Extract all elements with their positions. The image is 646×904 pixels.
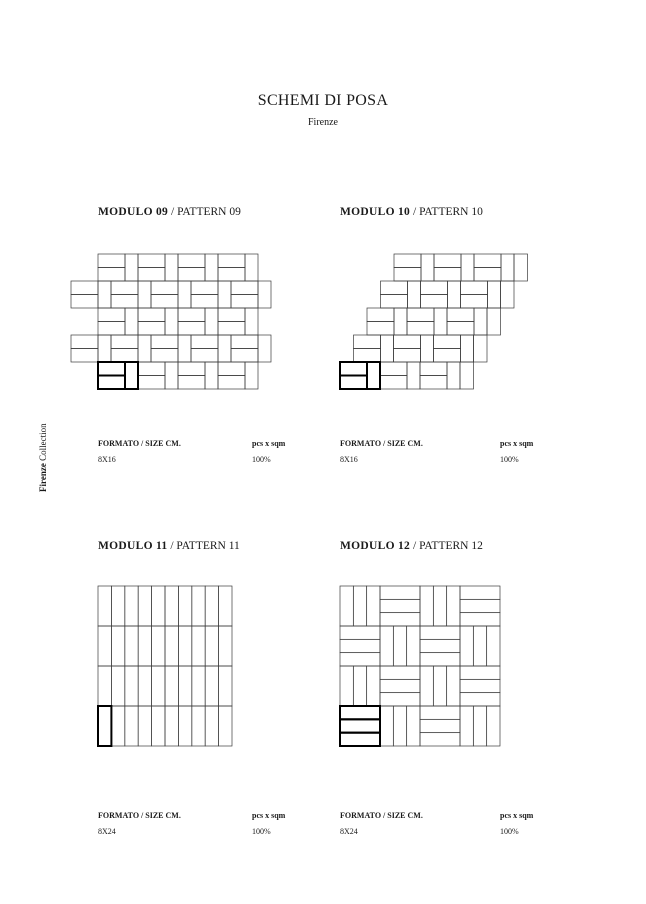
tile [71,335,98,349]
highlighted-tile [98,362,125,376]
tile [111,335,138,349]
tile [111,626,124,666]
tile [421,254,434,281]
tile [460,679,500,692]
tile [460,599,500,612]
format-label: FORMATO / SIZE CM. [340,811,423,820]
side-label-rest: Collection [38,423,48,464]
highlighted-tile [340,706,380,719]
size-value: 8X16 [98,455,116,464]
tile [152,586,165,626]
tile [138,322,165,336]
tile [138,376,165,390]
tile [205,308,218,335]
tile [138,362,165,376]
tile [367,666,380,706]
tile [205,626,218,666]
tile [98,666,111,706]
tile [420,586,433,626]
tile [258,335,271,362]
tile [71,349,98,363]
highlighted-tile [340,733,380,746]
tile [218,254,245,268]
tile [231,295,258,309]
tile [218,322,245,336]
module-title [340,206,483,218]
tile [111,586,124,626]
size-value: 8X24 [98,827,116,836]
tile [219,666,232,706]
tile [178,335,191,362]
tile [151,349,178,363]
tile [420,626,460,639]
tile [434,308,447,335]
tile [125,308,138,335]
tile [394,268,421,282]
tile [353,666,366,706]
tile [205,362,218,389]
tile [447,666,460,706]
tile [394,254,421,268]
module-name: MODULO 12 [340,540,411,552]
tile [460,666,500,679]
tile [474,308,487,335]
tile [407,308,434,322]
tile [380,666,420,679]
tile [501,281,515,308]
module-title [98,206,241,218]
module-10 [340,206,590,526]
tile [340,362,367,376]
tile [152,706,165,746]
tile [125,254,138,281]
tile [98,322,125,336]
tile [178,308,205,322]
tile [218,268,245,282]
module-title [98,540,240,552]
side-label-bold: Firenze [38,463,48,492]
tile [434,349,461,363]
tile [111,281,138,295]
tile [447,586,460,626]
tile [165,362,178,389]
tile [125,362,138,389]
tile [434,254,461,268]
tile [340,376,367,390]
tile [125,586,138,626]
pattern-12-diagram [340,586,505,751]
tile [125,706,138,746]
tile [393,706,406,746]
tile [138,706,151,746]
tile [367,362,380,389]
format-label: FORMATO / SIZE CM. [340,439,423,448]
tile [245,362,258,389]
tile [205,706,218,746]
highlighted-tile [340,376,367,390]
tile [205,586,218,626]
module-name: MODULO 10 [340,206,411,218]
tile [460,362,474,389]
page-subtitle: Firenze [308,117,338,128]
tile [111,349,138,363]
tile [191,295,218,309]
tile [380,706,393,746]
tile [353,586,366,626]
tile [367,322,394,336]
tile [340,733,380,746]
tile [219,706,232,746]
tile [407,362,420,389]
tile [111,666,124,706]
tile [380,376,407,390]
tile [340,653,380,666]
tile [461,254,474,281]
tile [111,295,138,309]
tile [192,626,205,666]
tile [420,653,460,666]
highlighted-tile [340,719,380,732]
highlighted-tile [125,362,138,389]
tile [460,693,500,706]
tile [151,295,178,309]
tile [98,586,111,626]
module-name: MODULO 09 [98,206,169,218]
pcs-label: pcs x sqm [252,439,286,448]
tile [165,308,178,335]
pcs-value: 100% [252,827,271,836]
tile [380,679,420,692]
tile [433,666,446,706]
tile [340,586,353,626]
tile [447,308,474,322]
tile [178,626,191,666]
tile [218,335,231,362]
tile [152,666,165,706]
format-label: FORMATO / SIZE CM. [98,811,181,820]
tile [191,281,218,295]
module-sep: / [168,206,178,218]
tile [165,666,178,706]
tile [98,706,111,746]
module-sep: / [410,206,420,218]
tile [178,322,205,336]
tile [421,335,434,362]
tile [205,666,218,706]
tile [98,335,111,362]
tile [487,626,500,666]
tile [231,281,258,295]
page-title: SCHEMI DI POSA [257,92,389,109]
tile [434,335,461,349]
tile [178,376,205,390]
tile [98,308,125,322]
highlighted-tile [98,376,125,390]
tile [138,335,151,362]
tile [394,349,421,363]
tile [165,626,178,666]
tile [111,706,124,746]
pattern-11-diagram [98,586,238,751]
pcs-value: 100% [500,455,519,464]
module-name: MODULO 11 [98,540,168,552]
module-pattern: PATTERN 12 [419,540,483,552]
tile [178,254,205,268]
pcs-value: 100% [252,455,271,464]
tile [138,626,151,666]
tile [394,308,407,335]
tile [98,268,125,282]
tile [474,268,501,282]
tile [231,335,258,349]
tile [447,322,474,336]
tile [381,295,408,309]
tile [125,626,138,666]
tile [165,254,178,281]
tile [434,268,461,282]
highlighted-tile [340,362,367,376]
tile [192,706,205,746]
tile [138,586,151,626]
tile [393,626,406,666]
tile [178,281,191,308]
tile [421,295,448,309]
pcs-label: pcs x sqm [500,811,534,820]
tile [381,281,408,295]
tile [474,254,501,268]
tile [219,586,232,626]
tile [340,706,380,719]
tile [461,295,488,309]
side-collection-label [38,423,48,492]
highlighted-tile [98,706,111,746]
tile [420,706,460,719]
tile [448,281,461,308]
tile [192,586,205,626]
module-11 [98,540,348,860]
tile [245,254,258,281]
tile [151,281,178,295]
tile [98,254,125,268]
tile [460,706,473,746]
tile [152,626,165,666]
tile [218,281,231,308]
tile [165,706,178,746]
size-value: 8X24 [340,827,358,836]
tile [138,308,165,322]
tile [205,254,218,281]
tile [354,349,381,363]
module-09 [98,206,348,526]
tile [231,349,258,363]
tile [219,626,232,666]
tile [191,335,218,349]
tile [420,666,433,706]
tile [178,706,191,746]
tile [178,362,205,376]
module-sep: / [410,540,420,552]
tile [138,281,151,308]
tile [98,626,111,666]
tile [380,613,420,626]
tile [218,376,245,390]
tile [98,376,125,390]
module-sep: / [167,540,177,552]
highlighted-tile [367,362,380,389]
tile [218,308,245,322]
tile [380,586,420,599]
tile [407,322,434,336]
tile [473,706,486,746]
tile [98,362,125,376]
module-pattern: PATTERN 09 [177,206,241,218]
pattern-10-diagram [340,254,520,394]
tile [473,626,486,666]
tile [420,362,447,376]
tile [420,719,460,732]
tile [514,254,528,281]
tile [380,599,420,612]
tile [460,586,500,599]
tile [487,706,500,746]
tile [421,281,448,295]
tile [192,666,205,706]
tile [487,308,501,335]
tile [138,268,165,282]
tile [367,586,380,626]
tile [125,666,138,706]
pcs-label: pcs x sqm [252,811,286,820]
tile [245,308,258,335]
tile [71,281,98,295]
tile [433,586,446,626]
tile [340,719,380,732]
pattern-09-diagram [98,254,268,394]
tile [420,733,460,746]
tile [474,335,488,362]
tile [380,693,420,706]
tile [408,281,421,308]
tile [191,349,218,363]
tile [178,268,205,282]
tile [71,295,98,309]
size-value: 8X16 [340,455,358,464]
tile [407,706,420,746]
pcs-label: pcs x sqm [500,439,534,448]
tile [460,613,500,626]
tile [447,362,460,389]
pcs-value: 100% [500,827,519,836]
module-pattern: PATTERN 11 [176,540,240,552]
module-title [340,540,483,552]
tile [420,376,447,390]
format-label: FORMATO / SIZE CM. [98,439,181,448]
tile [138,254,165,268]
tile [488,281,501,308]
tile [218,362,245,376]
tile [460,626,473,666]
tile [461,281,488,295]
tile [151,335,178,349]
tile [354,335,381,349]
module-pattern: PATTERN 10 [419,206,483,218]
tile [367,308,394,322]
tile [407,626,420,666]
tile [340,639,380,652]
tile [420,639,460,652]
tile [380,626,393,666]
tile [340,626,380,639]
tile [461,335,474,362]
tile [165,586,178,626]
tile [98,281,111,308]
tile [394,335,421,349]
module-12 [340,540,590,860]
tile [380,362,407,376]
tile [138,666,151,706]
tile [178,666,191,706]
tile [501,254,514,281]
tile [340,666,353,706]
tile [381,335,394,362]
tile [178,586,191,626]
tile [258,281,271,308]
